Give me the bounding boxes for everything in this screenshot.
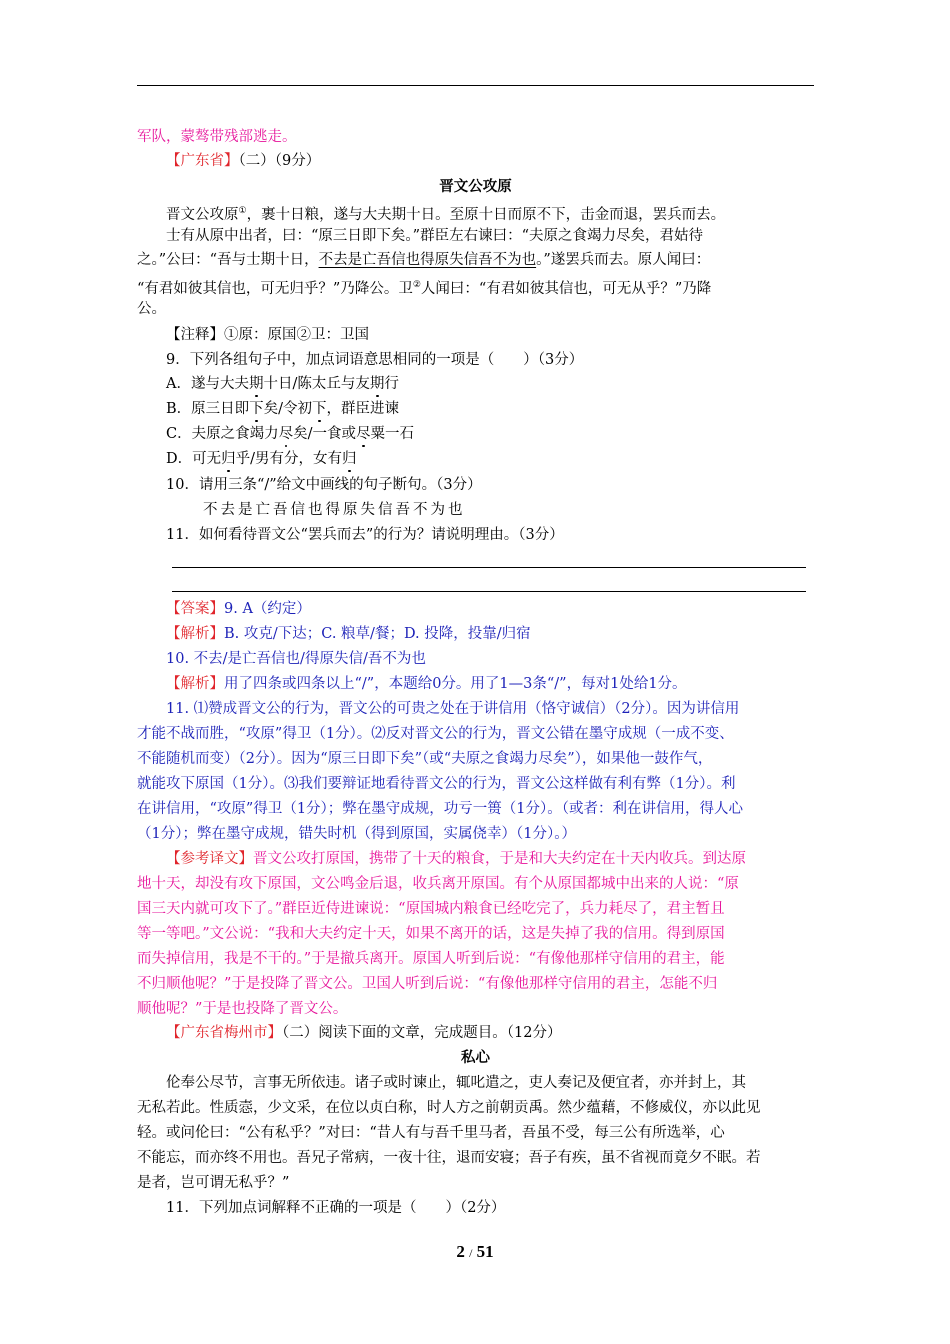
translation-line: 国三天内就可攻下了。”群臣近侍进谏说：“原国城内粮食已经吃完了，兵力耗尽了，君主暂且 <box>137 901 725 917</box>
option-text: B．原三日即 <box>166 401 250 417</box>
option-text: 粟一石 <box>370 426 414 442</box>
analysis-9 <box>137 623 843 645</box>
annotation: 【注释】①原：原国②卫：卫国 <box>166 327 369 343</box>
page-total: 51 <box>476 1242 494 1261</box>
passage-text: 。”遂罢兵而去。原人闻曰： <box>536 252 711 268</box>
option-text: 乎/男有分，女有 <box>235 451 343 467</box>
answer-11-line: 才能不战而胜，“攻原”得卫（1分）。⑵反对晋文公的行为，晋文公错在墨守成规（一成不变、 <box>137 726 734 742</box>
passage-line <box>137 274 814 300</box>
option-text: D．可无 <box>166 451 222 467</box>
translation-text: 晋文公攻打原国，携带了十天的粮食，于是和大夫约定在十天内收兵。到达原 <box>253 851 746 867</box>
header-rule <box>137 85 814 86</box>
passage-2-line: 无私若此。性质悫，少文采，在位以贞白称，时人方之前朝贡禹。然少蕴藉，不修威仪，亦以此见 <box>137 1100 761 1116</box>
page-separator: / <box>469 1246 473 1260</box>
question-9: 9．下列各组句子中，加点词语意思相同的一项是（ ）（3分） <box>166 352 584 368</box>
answer-11-line: 11. ⑴赞成晋文公的行为，晋文公的可贵之处在于讲信用（恪守诚信）（2分）。因为讲信用 <box>166 701 740 717</box>
option-d <box>137 448 843 470</box>
passage-title-2: 私心 <box>461 1049 490 1066</box>
analysis-text: 用了四条或四条以上“/”，本题给0分。用了1—3条“/”，每对1处给1分。 <box>224 676 687 692</box>
question-11: 11．如何看待晋文公“罢兵而去”的行为？请说明理由。（3分） <box>166 527 564 543</box>
translation-line: 不归顺他呢？”于是投降了晋文公。卫国人听到后说：“有像他那样守信用的君主，怎能不归 <box>137 976 718 992</box>
question-11b: 11．下列加点词解释不正确的一项是（ ）（2分） <box>166 1200 506 1216</box>
passage-title: 晋文公攻原 <box>439 178 512 195</box>
analysis-label: 【解析】 <box>166 626 224 642</box>
answer-line <box>172 567 806 568</box>
section-header-text: （二）（9分） <box>238 153 321 169</box>
question-10-sentence: 不去是亡吾信也得原失信吾不为也 <box>203 502 466 518</box>
answer-11-line: 不能随机而变）（2分）。因为“原三日即下矣”（或“夫原之食竭力尽矣”），如果他一鼓作气， <box>137 751 713 767</box>
analysis-10 <box>137 673 843 695</box>
passage-text: “有君如彼其信也，可无归乎？”乃降公。卫 <box>137 280 413 297</box>
dotted-word: 下 <box>312 401 327 417</box>
dotted-word: 期 <box>369 376 385 392</box>
option-text: A．遂与大夫 <box>166 376 249 392</box>
answer-10: 10. 不去/是亡吾信也/得原失信/吾不为也 <box>166 651 426 667</box>
answer-text: 9. A（约定） <box>224 601 311 617</box>
dotted-word: 归 <box>221 451 236 467</box>
footnote-marker: ① <box>238 206 247 216</box>
dotted-word: 下 <box>249 401 264 417</box>
page-number <box>0 1242 950 1262</box>
underlined-sentence: 不去是亡吾信也得原失信吾不为也 <box>318 252 537 268</box>
translation-label: 【参考译文】 <box>166 851 253 867</box>
passage-2-line: 伦奉公尽节，言事无所依违。诸子或时谏止，辄叱遣之，吏人奏记及便宜者，亦并封上，其 <box>166 1075 746 1091</box>
passage-line: 士有从原中出者，曰：“原三日即下矣。”群臣左右谏曰：“夫原之食竭力尽矣，君姑待 <box>166 228 703 244</box>
option-b <box>137 398 843 420</box>
passage-2-line: 轻。或问伦曰：“公有私乎？”对曰：“昔人有与吾千里马者，吾虽不受，每三公有所选举，心 <box>137 1125 725 1141</box>
dotted-word: 归 <box>342 451 357 467</box>
passage-line: 公。 <box>137 301 166 317</box>
option-text: 矣/一食或 <box>293 426 356 442</box>
passage-paragraph-1 <box>137 200 843 226</box>
passage-text: 之。”公曰：“吾与士期十日， <box>137 252 319 268</box>
answer-label: 【答案】 <box>166 601 224 617</box>
option-text: ，群臣进谏 <box>326 401 400 417</box>
translation-line: 顺他呢？”于是也投降了晋文公。 <box>137 1001 348 1017</box>
dotted-word: 尽 <box>356 426 371 442</box>
analysis-label: 【解析】 <box>166 676 224 692</box>
translation-line: 而失掉信用，我是不干的。”于是撤兵离开。原国人听到后说：“有像他那样守信用的君主，能 <box>137 951 725 967</box>
translation-line <box>137 848 843 870</box>
translation-line: 地十天，却没有攻下原国，文公鸣金后退，收兵离开原国。有个从原国都城中出来的人说：“原 <box>137 876 739 892</box>
passage-text: 晋文公攻原 <box>166 206 239 223</box>
option-text: 矣/令初 <box>263 401 313 417</box>
option-text: C．夫原之食竭力 <box>166 426 279 442</box>
question-10: 10．请用三条“/”给文中画线的句子断句。（3分） <box>166 477 482 493</box>
page-current: 2 <box>456 1242 465 1261</box>
answer-11-line: 在讲信用，“攻原”得卫（1分）；弊在墨守成规，功亏一篑（1分）。（或者：利在讲信用，得人心 <box>137 801 744 817</box>
passage-text: ，裹十日粮，遂与大夫期十日。至原十日而原不下，击金而退，罢兵而去。 <box>246 206 726 223</box>
source-tag: 【广东省梅州市】 <box>166 1025 282 1041</box>
passage-line <box>137 249 814 271</box>
passage-text: 人闻曰：“有君如彼其信也，可无从乎？”乃降 <box>420 280 712 297</box>
source-tag: 【广东省】 <box>166 153 239 169</box>
answer-line <box>172 591 806 592</box>
answer-11-line: （1分）；弊在墨守成规，错失时机（得到原国，实属侥幸）（1分）。） <box>137 826 576 842</box>
section-header-2 <box>137 1022 843 1044</box>
answer-9 <box>137 598 843 620</box>
option-text: 行 <box>384 376 399 392</box>
option-a <box>137 373 843 395</box>
option-c <box>137 423 843 445</box>
passage-2-line: 是者，岂可谓无私乎？” <box>137 1175 290 1191</box>
intro-line: 军队，蒙骜带残部逃走。 <box>137 129 297 145</box>
dotted-word: 期 <box>248 376 264 392</box>
analysis-text: B. 攻克/下达；C. 粮草/餐；D. 投降，投靠/归宿 <box>224 626 531 642</box>
translation-line: 等一等吧。”文公说：“我和大夫约定十天，如果不离开的话，这是失掉了我的信用。得到原国 <box>137 926 725 942</box>
section-header <box>137 150 843 172</box>
footnote-marker: ② <box>412 280 421 290</box>
section-header-text: （二）阅读下面的文章，完成题目。（12分） <box>282 1025 562 1041</box>
answer-11-line: 就能攻下原国（1分）。⑶我们要辩证地看待晋文公的行为，晋文公这样做有利有弊（1分）。利 <box>137 776 736 792</box>
option-text: 十日/陈太丘与友 <box>263 376 370 392</box>
dotted-word: 尽 <box>278 426 294 442</box>
passage-2-line: 不能忘，而亦终不用也。吾兄子常病，一夜十往，退而安寝；吾子有疾，虽不省视而竟夕不眠。若 <box>137 1150 761 1166</box>
